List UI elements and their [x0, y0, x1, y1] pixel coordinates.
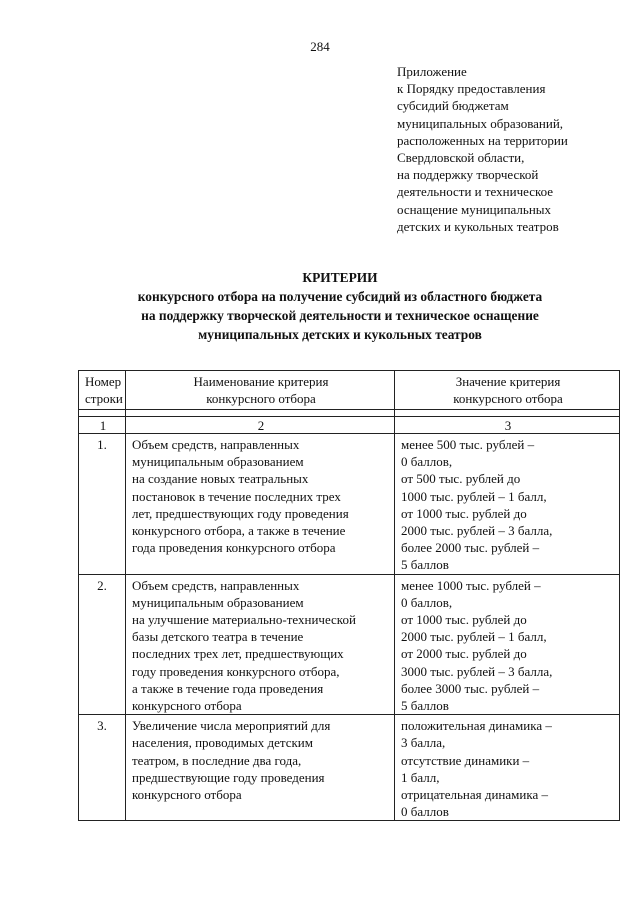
row-number: 1. — [79, 434, 126, 575]
table-row — [79, 574, 620, 715]
document-heading — [60, 268, 620, 344]
criterion-line: году проведения конкурсного отбора, — [132, 663, 340, 679]
criterion-line: муниципальным образованием — [132, 454, 304, 470]
row-number: 3. — [79, 715, 126, 821]
criterion-line: базы детского театра в течение — [132, 629, 304, 645]
header-text: конкурсного отбора — [453, 391, 563, 407]
value-line: 5 баллов — [401, 698, 449, 714]
column-number-row — [79, 417, 620, 434]
value-line: 1 балл, — [401, 769, 440, 785]
heading-line: на поддержку творческой деятельности и техническое оснащение — [141, 308, 539, 323]
criterion-line: постановок в течение последних трех — [132, 488, 341, 504]
table-row — [79, 715, 620, 821]
criterion-line: предшествующие году проведения — [132, 769, 325, 785]
appendix-line: детских и кукольных театров — [397, 218, 559, 234]
criterion-line: населения, проводимых детским — [132, 735, 313, 751]
value-line: положительная динамика – — [401, 718, 552, 734]
heading-line: муниципальных детских и кукольных театров — [198, 327, 482, 342]
value-line: 0 баллов, — [401, 594, 453, 610]
value-line: от 500 тыс. рублей до — [401, 471, 521, 487]
criterion-line: на улучшение материально-технической — [132, 612, 356, 628]
criterion-value — [395, 715, 620, 821]
appendix-line: на поддержку творческой — [397, 167, 539, 183]
heading-title: КРИТЕРИИ — [302, 270, 378, 285]
column-number: 1 — [79, 417, 126, 434]
criterion-line: Объем средств, направленных — [132, 577, 300, 593]
value-line: менее 500 тыс. рублей – — [401, 437, 535, 452]
value-line: 3000 тыс. рублей – 3 балла, — [401, 663, 553, 679]
value-line: 2000 тыс. рублей – 1 балл, — [401, 629, 547, 645]
criterion-line: конкурсного отбора, а также в течение — [132, 523, 346, 539]
value-line: отрицательная динамика – — [401, 787, 548, 803]
criterion-line: конкурсного отбора — [132, 787, 242, 803]
criterion-name — [126, 434, 395, 575]
criterion-line: на создание новых театральных — [132, 471, 309, 487]
criterion-line: Объем средств, направленных — [132, 437, 300, 452]
value-line: от 1000 тыс. рублей до — [401, 505, 527, 521]
appendix-line: муниципальных образований, — [397, 115, 564, 131]
value-line: более 2000 тыс. рублей – — [401, 540, 540, 556]
header-cell-value — [395, 371, 620, 410]
column-number: 3 — [395, 417, 620, 434]
criterion-line: последних трех лет, предшествующих — [132, 646, 344, 662]
criteria-table — [78, 370, 620, 821]
table-row — [79, 434, 620, 575]
criterion-line: года проведения конкурсного отбора — [132, 540, 336, 556]
appendix-block — [397, 63, 635, 235]
value-line: отсутствие динамики – — [401, 752, 530, 768]
criterion-line: Увеличение числа мероприятий для — [132, 718, 331, 734]
value-line: от 1000 тыс. рублей до — [401, 612, 527, 628]
criterion-line: театром, в последние два года, — [132, 752, 302, 768]
criterion-line: лет, предшествующих году проведения — [132, 505, 349, 521]
header-text: Значение критерия — [455, 374, 561, 389]
row-number: 2. — [79, 574, 126, 715]
column-number: 2 — [126, 417, 395, 434]
value-line: 3 балла, — [401, 735, 446, 751]
header-cell-number — [79, 371, 126, 410]
appendix-line: оснащение муниципальных — [397, 201, 552, 217]
header-text: Номер — [85, 374, 122, 389]
value-line: 5 баллов — [401, 557, 449, 573]
appendix-line: к Порядку предоставления — [397, 81, 546, 97]
header-cell-name — [126, 371, 395, 410]
header-text: Наименование критерия — [193, 374, 329, 389]
criterion-line: а также в течение года проведения — [132, 680, 324, 696]
header-text: конкурсного отбора — [206, 391, 316, 407]
value-line: 0 баллов, — [401, 454, 453, 470]
value-line: более 3000 тыс. рублей – — [401, 680, 540, 696]
criterion-value — [395, 434, 620, 575]
criterion-value — [395, 574, 620, 715]
heading-line: конкурсного отбора на получение субсидий из областного бюджета — [137, 289, 543, 304]
value-line: 0 баллов — [401, 804, 449, 820]
table-header-row — [79, 371, 620, 410]
criterion-name — [126, 574, 395, 715]
criterion-line: конкурсного отбора — [132, 698, 242, 714]
value-line: 2000 тыс. рублей – 3 балла, — [401, 523, 553, 539]
appendix-line: субсидий бюджетам — [397, 98, 509, 114]
table-header-separator — [79, 410, 620, 417]
header-text: строки — [85, 391, 123, 407]
value-line: от 2000 тыс. рублей до — [401, 646, 527, 662]
appendix-line: деятельности и техническое — [397, 184, 554, 200]
criterion-name — [126, 715, 395, 821]
criterion-line: муниципальным образованием — [132, 594, 304, 610]
appendix-line: Приложение — [397, 64, 467, 79]
value-line: 1000 тыс. рублей – 1 балл, — [401, 488, 547, 504]
value-line: менее 1000 тыс. рублей – — [401, 577, 541, 593]
appendix-line: Свердловской области, — [397, 150, 525, 166]
appendix-line: расположенных на территории — [397, 132, 568, 148]
page-number: 284 — [310, 39, 330, 54]
